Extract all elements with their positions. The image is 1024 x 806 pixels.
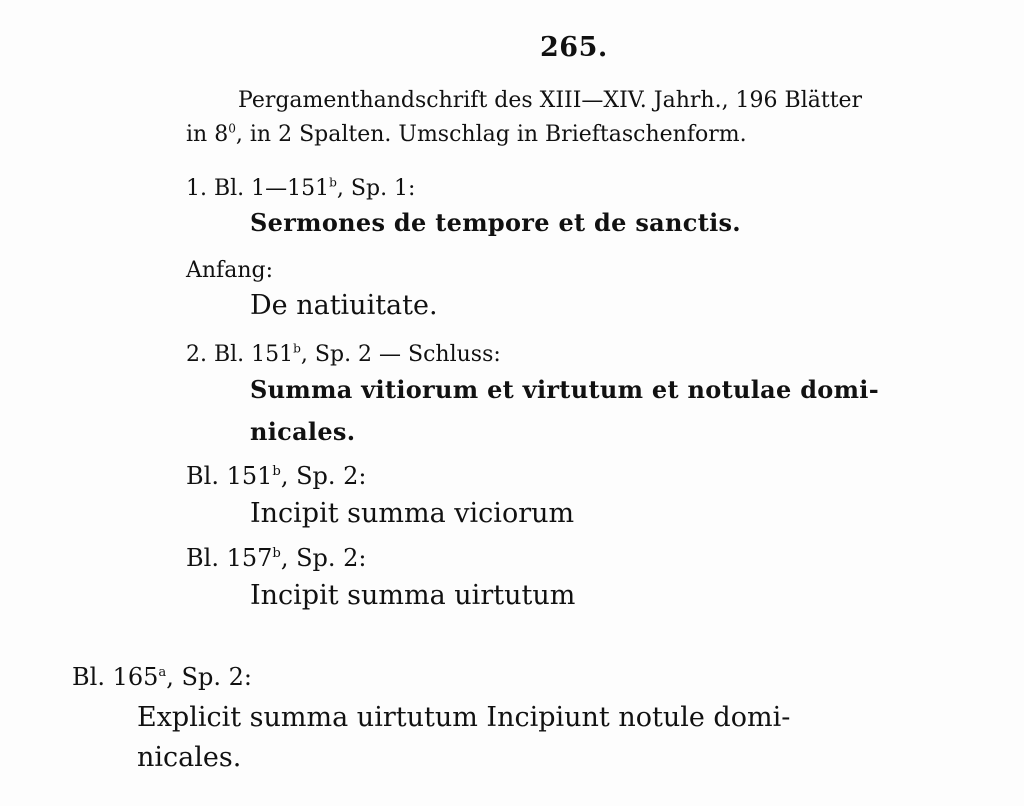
entry-1-ref-main: 1. Bl. 1—151 (186, 176, 330, 201)
description-format: in 8 (186, 122, 229, 147)
entry-2-ref-sup: b (293, 341, 301, 356)
entry-2-reference (186, 341, 501, 367)
folio-reference-157b (186, 546, 367, 570)
entry-2-title-line-1: Summa vitiorum et virtutum et notulae domi- (250, 375, 879, 404)
explicit-line-2: nicales. (137, 742, 242, 773)
entry-2-ref-tail: , Sp. 2 — Schluss: (300, 342, 501, 367)
entry-1-ref-tail: , Sp. 1: (336, 176, 416, 201)
description-rest: , in 2 Spalten. Umschlag in Brieftaschenform. (235, 122, 747, 147)
folio-165a-sup: a (158, 664, 167, 680)
folio-165a-tail: , Sp. 2: (166, 663, 252, 691)
incipit-viciorum: Incipit summa viciorum (250, 498, 575, 529)
folio-157b-main: Bl. 157 (186, 544, 273, 572)
entry-2-title-line-2: nicales. (250, 417, 356, 446)
entry-1-reference (186, 175, 416, 201)
explicit-line-1: Explicit summa uirtutum Incipiunt notule domi- (137, 702, 791, 733)
anfang-label: Anfang: (186, 258, 273, 283)
description-line-2 (186, 121, 747, 147)
folio-157b-tail: , Sp. 2: (280, 544, 367, 572)
folio-reference-165a (72, 665, 252, 689)
folio-reference-151b (186, 464, 367, 488)
description-format-sup: 0 (228, 121, 236, 136)
entry-2-ref-main: 2. Bl. 151 (186, 342, 294, 367)
anfang-text: De natiuitate. (250, 290, 438, 321)
incipit-uirtutum: Incipit summa uirtutum (250, 580, 576, 611)
page-number: 265. (540, 32, 608, 63)
entry-1-title: Sermones de tempore et de sanctis. (250, 208, 741, 237)
folio-151b-tail: , Sp. 2: (280, 462, 367, 490)
folio-151b-main: Bl. 151 (186, 462, 273, 490)
folio-165a-main: Bl. 165 (72, 663, 159, 691)
folio-151b-sup: b (272, 463, 281, 479)
entry-1-ref-sup: b (329, 175, 337, 190)
folio-157b-sup: b (272, 545, 281, 561)
description-line-1: Pergamenthandschrift des XIII—XIV. Jahrh., 196 Blätter (238, 88, 863, 113)
